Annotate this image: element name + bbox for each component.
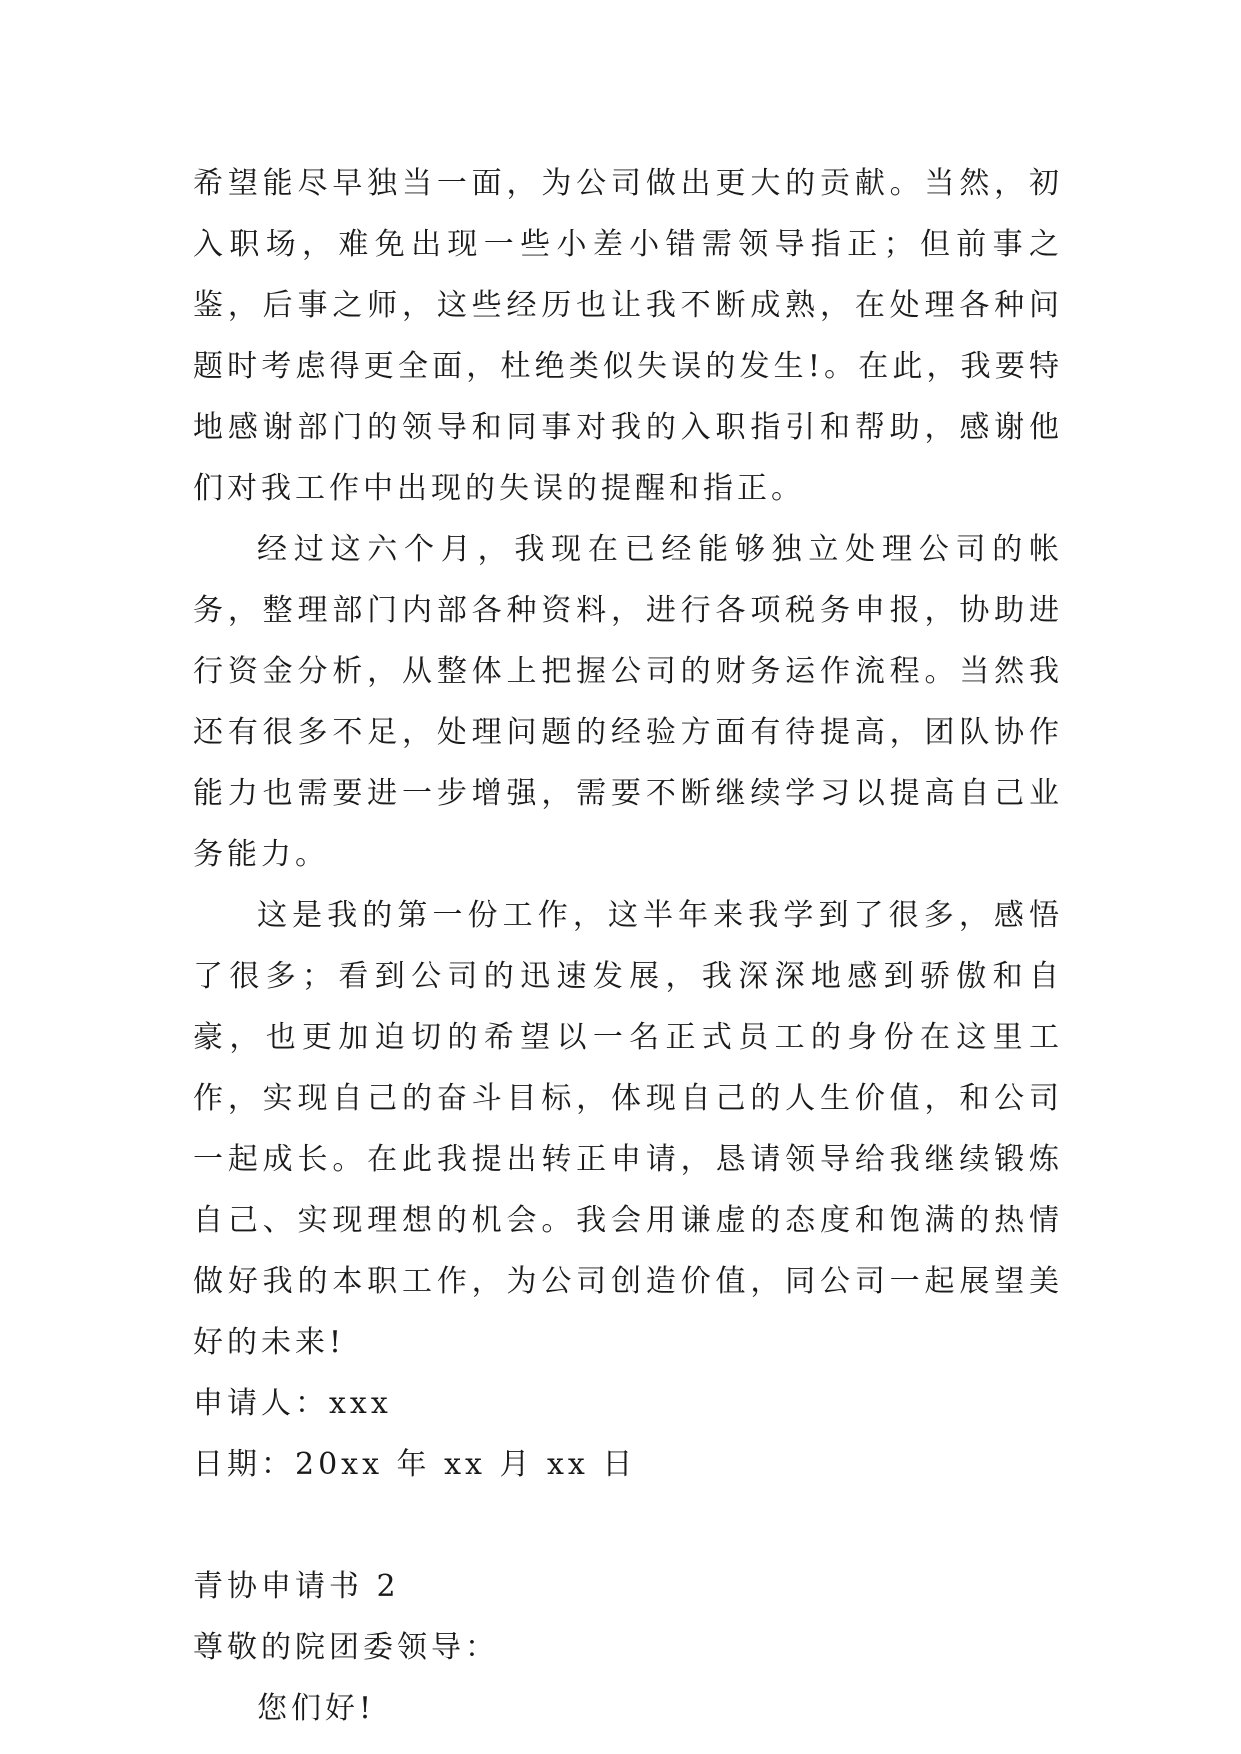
greeting: 您们好! [257,1691,376,1726]
section-title: 青协申请书 2 [193,1569,400,1604]
document-body [193,153,1063,1739]
paragraph-1: 希望能尽早独当一面，为公司做出更大的贡献。当然，初入职场，难免出现一些小差小错需领导指正；但前事之鉴，后事之师，这些经历也让我不断成熟，在处理各种问题时考虑得更全面，杜绝类似失误的发生!。在此，我要特地感谢部门的领导和同事对我的入职指引和帮助，感谢他们对我工作中出现的失误的提醒和指正。 [193,166,1063,506]
paragraph-3: 这是我的第一份工作，这半年来我学到了很多，感悟了很多；看到公司的迅速发展，我深深地感到骄傲和自豪，也更加迫切的希望以一名正式员工的身份在这里工作，实现自己的奋斗目标，体现自己的人生价值，和公司一起成长。在此我提出转正申请，恳请领导给我继续锻炼自己、实现理想的机会。我会用谦虚的态度和饱满的热情做好我的本职工作，为公司创造价值，同公司一起展望美好的未来! [193,898,1063,1360]
applicant-line: 申请人：xxx [193,1386,392,1421]
paragraph-2: 经过这六个月，我现在已经能够独立处理公司的帐务，整理部门内部各种资料，进行各项税务申报，协助进行资金分析，从整体上把握公司的财务运作流程。当然我还有很多不足，处理问题的经验方面有待提高，团队协作能力也需要进一步增强，需要不断继续学习以提高自己业务能力。 [193,532,1063,872]
salutation: 尊敬的院团委领导： [193,1630,499,1665]
blank-line [193,1495,1063,1556]
date-line: 日期：20xx 年 xx 月 xx 日 [193,1447,637,1482]
